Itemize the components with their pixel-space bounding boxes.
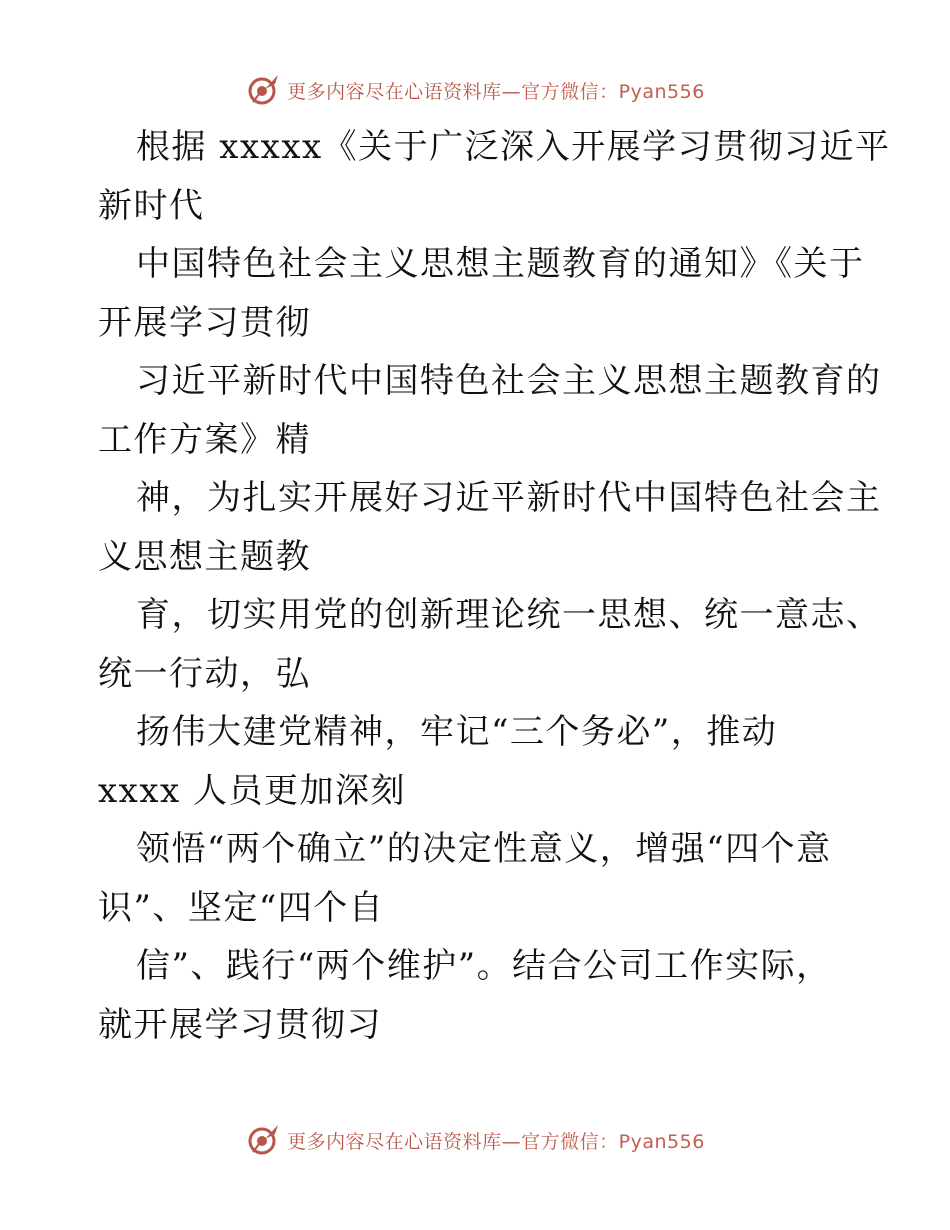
banner-dash: — bbox=[501, 80, 522, 103]
banner-main-text: 更多内容尽在心语资料库 bbox=[287, 1130, 502, 1153]
paragraph-line: xxxx 人员更加深刻 bbox=[98, 770, 407, 811]
paragraph-line: 中国特色社会主义思想主题教育的通知》《关于 bbox=[136, 244, 865, 284]
paragraph-line: 习近平新时代中国特色社会主义思想主题教育的 bbox=[136, 361, 882, 401]
banner-text bbox=[287, 1127, 705, 1154]
paragraph-line: 识”、坚定“四个自 bbox=[98, 887, 385, 928]
paragraph-line: 义思想主题教 bbox=[98, 536, 311, 577]
document-body bbox=[98, 118, 891, 1054]
paragraph-line: 育，切实用党的创新理论统一思想、统一意志、 bbox=[136, 595, 882, 635]
paragraph-line: 统一行动，弘 bbox=[98, 653, 311, 694]
header-banner bbox=[0, 70, 950, 110]
banner-main-text: 更多内容尽在心语资料库 bbox=[287, 80, 502, 103]
paragraph-line: 领悟“两个确立”的决定性意义，增强“四个意 bbox=[136, 829, 832, 869]
paragraph-line: 扬伟大建党精神，牢记“三个务必”，推动 bbox=[136, 712, 778, 752]
quill-pen-logo-icon bbox=[245, 72, 281, 108]
banner-wechat-text: 官方微信：Pyan556 bbox=[521, 1130, 705, 1153]
paragraph-line: 信”、践行“两个维护”。结合公司工作实际， bbox=[136, 946, 832, 986]
footer-banner bbox=[0, 1120, 950, 1160]
paragraph-line: 新时代 bbox=[98, 185, 205, 226]
quill-pen-logo-icon bbox=[245, 1122, 281, 1158]
banner-dash: — bbox=[501, 1130, 522, 1153]
paragraph-line: 根据 xxxxx《关于广泛深入开展学习贯彻习近平 bbox=[136, 127, 891, 167]
paragraph-line: 就开展学习贯彻习 bbox=[98, 1004, 382, 1045]
paragraph-line: 开展学习贯彻 bbox=[98, 302, 311, 343]
paragraph-line: 工作方案》精 bbox=[98, 419, 311, 460]
paragraph-line: 神，为扎实开展好习近平新时代中国特色社会主 bbox=[136, 478, 882, 518]
banner-wechat-text: 官方微信：Pyan556 bbox=[521, 80, 705, 103]
banner-text bbox=[287, 77, 705, 104]
